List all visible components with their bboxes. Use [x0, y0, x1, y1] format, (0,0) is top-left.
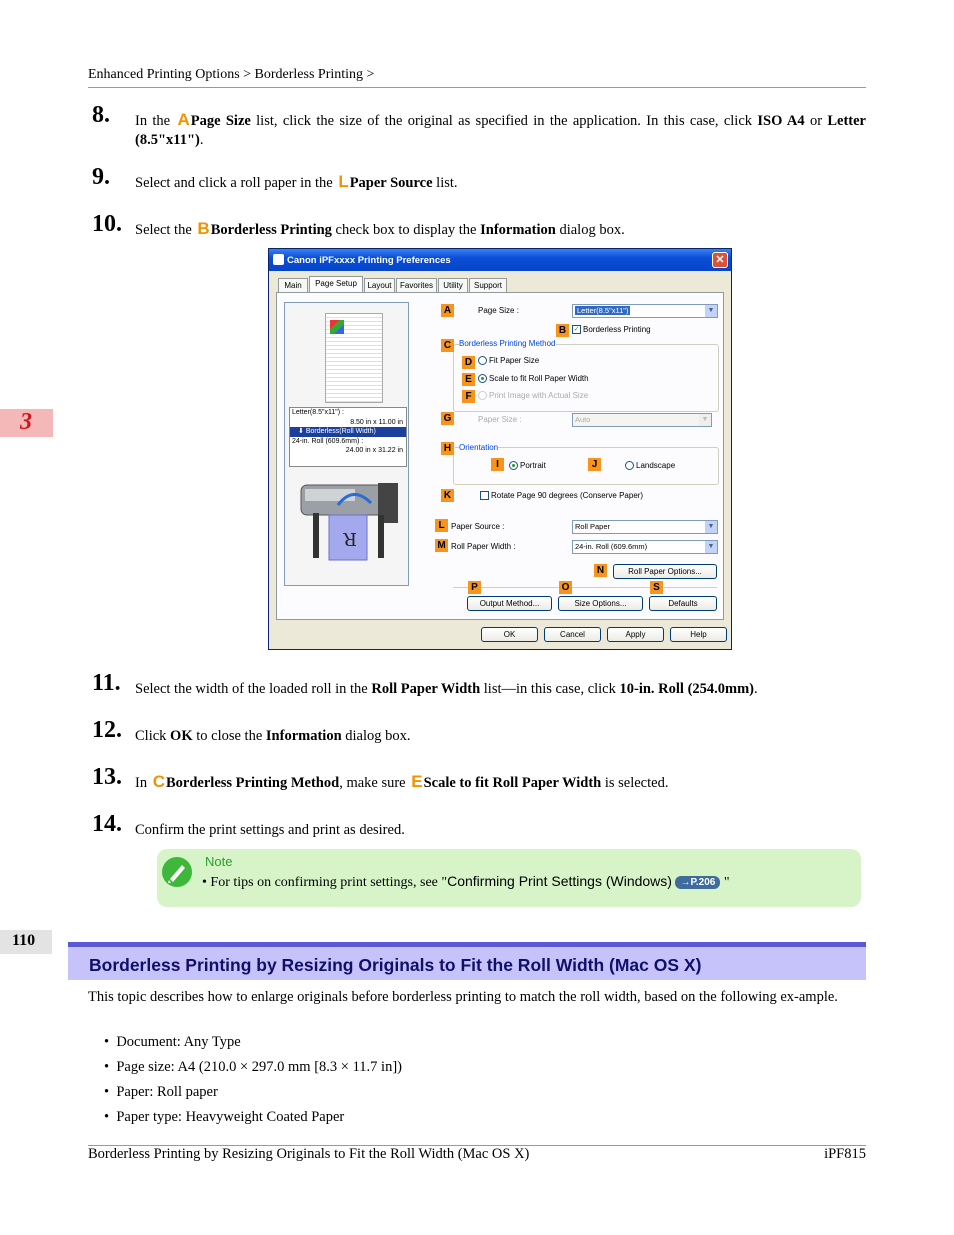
paper-source-label: Paper Source : [451, 522, 505, 531]
step-11 [88, 670, 866, 700]
tab-utility[interactable]: Utility [438, 278, 468, 292]
marker-e: E [462, 373, 475, 386]
marker-j: J [588, 458, 601, 471]
marker-b: B [556, 324, 569, 337]
step-text: Select the width of the loaded roll in the Roll Paper Width list—in this case, click 10-in. Roll (254.0mm). [135, 681, 758, 697]
roll-paper-options-button[interactable]: Roll Paper Options... [613, 564, 717, 579]
step-number: 14. [92, 811, 122, 837]
tab-favorites[interactable]: Favorites [396, 278, 437, 292]
preview-pane [284, 302, 409, 586]
marker-g: G [441, 412, 454, 425]
step-8 [88, 102, 866, 152]
output-method-button[interactable]: Output Method... [467, 596, 552, 611]
portrait-radio[interactable]: Portrait [509, 461, 546, 470]
step-text: Click OK to close the Information dialog box. [135, 728, 411, 744]
tab-support[interactable]: Support [469, 278, 507, 292]
page-size-select[interactable]: Letter(8.5"x11") ▼ [572, 304, 718, 318]
printer-illustration [293, 475, 403, 565]
paper-source-select[interactable]: Roll Paper ▼ [572, 520, 718, 534]
tab-page-setup[interactable]: Page Setup [309, 276, 363, 293]
marker-p: P [468, 581, 481, 594]
fit-paper-size-radio[interactable]: Fit Paper Size [478, 356, 539, 365]
step-10 [88, 211, 866, 241]
printer-icon [273, 254, 284, 265]
roll-width-label: Roll Paper Width : [451, 542, 516, 551]
chapter-tab: 3 [0, 409, 53, 437]
rotate-page-checkbox[interactable]: Rotate Page 90 degrees (Conserve Paper) [480, 491, 643, 500]
separator [453, 587, 717, 588]
list-item: • Document: Any Type [104, 1034, 241, 1050]
step-14 [88, 811, 866, 841]
page-preview [325, 313, 383, 403]
size-options-button[interactable]: Size Options... [558, 596, 643, 611]
step-12 [88, 717, 866, 747]
list-item: • Page size: A4 (210.0 × 297.0 mm [8.3 × 11.7 in]) [104, 1059, 402, 1075]
size-info-box: Letter(8.5"x11") : 8.50 in x 11.00 in ⬇ Borderless(Roll Width) 24-in. Roll (609.6mm) : 24.00 in x 31.22 in [289, 407, 407, 467]
step-number: 9. [92, 164, 110, 190]
apply-button[interactable]: Apply [607, 627, 664, 642]
step-text: Confirm the print settings and print as desired. [135, 822, 405, 838]
chevron-down-icon: ▼ [705, 305, 717, 317]
marker-k: K [441, 489, 454, 502]
cancel-button[interactable]: Cancel [544, 627, 601, 642]
section-heading: Borderless Printing by Resizing Originals to Fit the Roll Width (Mac OS X) [68, 942, 866, 980]
method-group-label: Borderless Printing Method [459, 339, 556, 348]
list-item: • Paper: Roll paper [104, 1084, 218, 1100]
step-number: 13. [92, 764, 122, 790]
step-9 [88, 164, 866, 194]
header-rule [88, 87, 866, 88]
marker-a: A [441, 304, 454, 317]
step-text: In CBorderless Printing Method, make sure EScale to fit Roll Paper Width is selected. [135, 772, 669, 791]
example-list [104, 1034, 402, 1134]
marker-s: S [650, 581, 663, 594]
page-size-label: Page Size : [478, 306, 519, 315]
marker-o: O [559, 581, 572, 594]
step-13 [88, 764, 866, 794]
marker-n: N [594, 564, 607, 577]
note-box [157, 849, 861, 907]
print-actual-size-radio[interactable]: Print Image with Actual Size [478, 391, 588, 400]
svg-text:R: R [343, 528, 357, 549]
page-reference-link[interactable]: →P.206 [675, 876, 720, 889]
paper-size-select[interactable]: Auto ▼ [572, 413, 712, 427]
printing-preferences-dialog [268, 248, 732, 650]
pencil-icon [162, 857, 192, 887]
marker-c: C [441, 339, 454, 352]
step-number: 8. [92, 102, 110, 128]
help-button[interactable]: Help [670, 627, 727, 642]
marker-d: D [462, 356, 475, 369]
scale-roll-width-radio[interactable]: Scale to fit Roll Paper Width [478, 374, 589, 383]
orientation-label: Orientation [459, 443, 499, 452]
roll-width-select[interactable]: 24-in. Roll (609.6mm) ▼ [572, 540, 718, 554]
footer-title: Borderless Printing by Resizing Originals to Fit the Roll Width (Mac OS X) [88, 1146, 530, 1162]
footer-model: iPF815 [824, 1146, 866, 1162]
step-number: 12. [92, 717, 122, 743]
tab-main[interactable]: Main [278, 278, 308, 292]
note-title: Note [205, 854, 233, 869]
intro-paragraph: This topic describes how to enlarge originals before borderless printing to match the roll width, based on the following ex-ample. [88, 989, 838, 1005]
step-text: Select the BBorderless Printing check box to display the Information dialog box. [135, 219, 625, 238]
breadcrumb: Enhanced Printing Options > Borderless Printing > [88, 67, 375, 82]
landscape-radio[interactable]: Landscape [625, 461, 675, 470]
marker-h: H [441, 442, 454, 455]
image-thumbnail [330, 320, 344, 334]
borderless-printing-checkbox[interactable]: ✓ Borderless Printing [573, 325, 651, 334]
dialog-title: Canon iPFxxxx Printing Preferences [287, 255, 451, 266]
marker-m: M [435, 539, 448, 552]
close-icon[interactable]: ✕ [712, 252, 728, 268]
tab-layout[interactable]: Layout [364, 278, 395, 292]
note-text: • For tips on confirming print settings, see "Confirming Print Settings (Windows) →P.206 " [202, 873, 730, 890]
dialog-titlebar [269, 249, 731, 271]
step-text: Select and click a roll paper in the LPaper Source list. [135, 172, 458, 191]
defaults-button[interactable]: Defaults [649, 596, 717, 611]
list-item: • Paper type: Heavyweight Coated Paper [104, 1109, 345, 1125]
page-number: 110 [0, 930, 52, 954]
paper-size-label: Paper Size : [478, 415, 522, 424]
ok-button[interactable]: OK [481, 627, 538, 642]
marker-f: F [462, 390, 475, 403]
step-number: 11. [92, 670, 121, 696]
down-arrow-icon: ⬇ [298, 428, 306, 435]
marker-l: L [435, 519, 448, 532]
step-number: 10. [92, 211, 122, 237]
marker-i: I [491, 458, 504, 471]
step-text: In the APage Size list, click the size of the original as specified in the application. In this case, click ISO A4 or Letter (8.5"x11"). [135, 110, 866, 148]
